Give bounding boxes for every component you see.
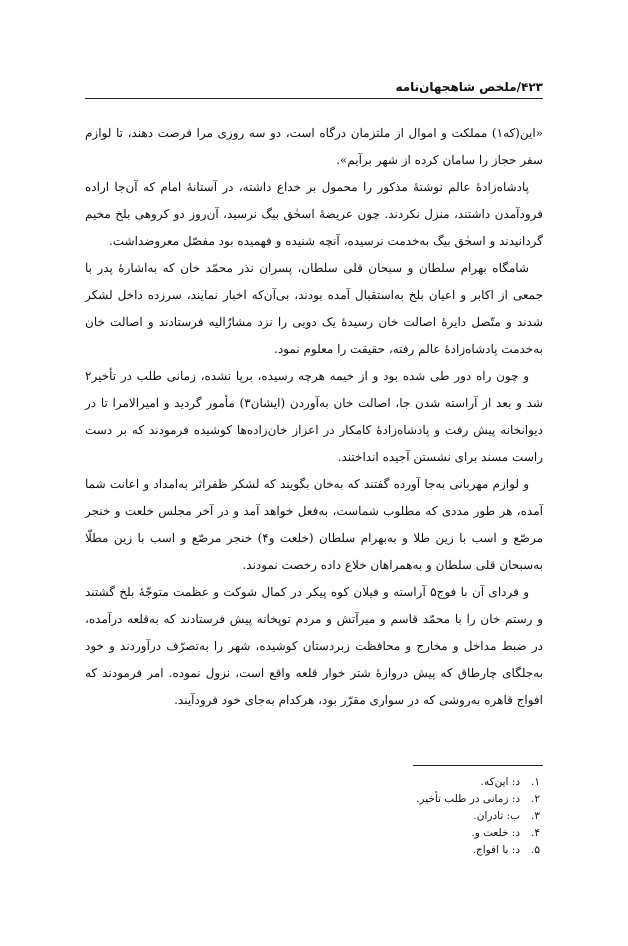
running-head: ۴۲۳/ملخص شاهجهان‌نامه	[395, 80, 543, 94]
footnote-text: ب: تادران.	[473, 810, 520, 822]
footnote-number: ۵.	[531, 844, 540, 856]
footnote-item	[240, 774, 540, 791]
footnote-item	[240, 808, 540, 825]
main-text	[85, 120, 543, 714]
paragraph: و چون راه دور طی شده بود و از خیمه هرچه رسیده، برپا نشده، زمانی طلب در تأخیر۲ شد و بعد از آراسته شدن جا، اصالت خان به‌آوردن (ایشان۳) مأمور گردید و امیرالامرا تا در دیوانخانه پیش رفت و پادشاه‌زادهٔ کامکار در اعزاز خان‌زاده‌ها کوشیده فرمودند که بر دست راست مسند برای نشستن آجیده انداختند.	[85, 369, 543, 464]
footnote-text: د: با افواج.	[472, 844, 520, 856]
paragraph: پادشاه‌زادهٔ عالم نوشتهٔ مذکور را محمول بر خداع داشته، در آستانهٔ امام که آن‌جا اراده فرودآمدن داشتند، منزل نکردند. چون عریضهٔ اسحٰق بیگ نرسید، آن‌روز دو کروهی بلخ مخیم گردانیدند و اسحٰق بیگ به‌خدمت نرسیده، آنچه شنیده و فهمیده بود مفصّل معروضداشت.	[85, 180, 543, 248]
page-header	[85, 80, 543, 99]
footnote-item	[240, 842, 540, 859]
footnote-text: د: زمانی در طلب تأخیر.	[416, 793, 520, 805]
footnote-text: د: خلعت و.	[471, 827, 520, 839]
footnote-number: ۱.	[531, 776, 540, 788]
footnote-item	[240, 825, 540, 842]
footnotes	[240, 774, 540, 859]
paragraph: و لوازم مهربانی به‌جا آورده گفتند که به‌خان بگویند که لشکر ظفراثر به‌امداد و اعانت شما آمده، هر طور مددی که مطلوب شماست، به‌فعل خواهد آمد و در آخر مجلس خلعت و خنجر مرصّع و اسب با زین طلا و به‌بهرام سلطان (خلعت و۴) خنجر مرصّع و اسب با زین مطلّا به‌سبحان قلی سلطان و به‌همراهان خلاع داده رخصت نمودند.	[85, 477, 544, 572]
footnote-number: ۲.	[531, 793, 540, 805]
footnote-number: ۴.	[531, 827, 540, 839]
footnote-number: ۳.	[531, 810, 540, 822]
footnote-item	[240, 791, 540, 808]
paragraph: «این(که۱) مملکت و اموال از ملتزمان درگاه است، دو سه روزی مرا فرصت دهند، تا لوازم سفر حجاز را سامان کرده از شهر برآیم».	[85, 126, 543, 167]
footnote-divider	[413, 765, 543, 766]
footnote-text: د: این‌که.	[480, 776, 520, 788]
paragraph: شامگاه بهرام سلطان و سبحان قلی سلطان، پسران نذر محمّد خان که به‌اشارهٔ پدر با جمعی از اکابر و اعیان بلخ به‌استقبال آمده بودند، بی‌آن‌که اخبار نمایند، سرزده داخل لشکر شدند و متّصل دایرهٔ اصالت خان رسیدهٔ یک دویی را نزد مشارٌالیه فرستادند و اصالت خان به‌خدمت پادشاه‌زادهٔ عالم رفته، حقیقت را معلوم نمود.	[85, 261, 543, 356]
paragraph: و فردای آن با فوج۵ آراسته و فیلان کوه پیکر در کمال شوکت و عظمت متوجّهٔ بلخ گشتند و رستم خان را با محمّد قاسم و میرآتش و مردم توپخانه پیش فرستادند که به‌قلعه درآمده، در ضبط مداخل و مخارج و محافظت زبردستان کوشیده، شهر را به‌تصرّف درآوردند و خود به‌جلگای چارطاق که پیش دروازهٔ شتر خوار قلعه واقع است، نزول نموده. امر فرمودند که افواج قاهره به‌روشی که در سواری مقرّر بود، هرکدام به‌جای خود فرودآیند.	[85, 585, 543, 707]
